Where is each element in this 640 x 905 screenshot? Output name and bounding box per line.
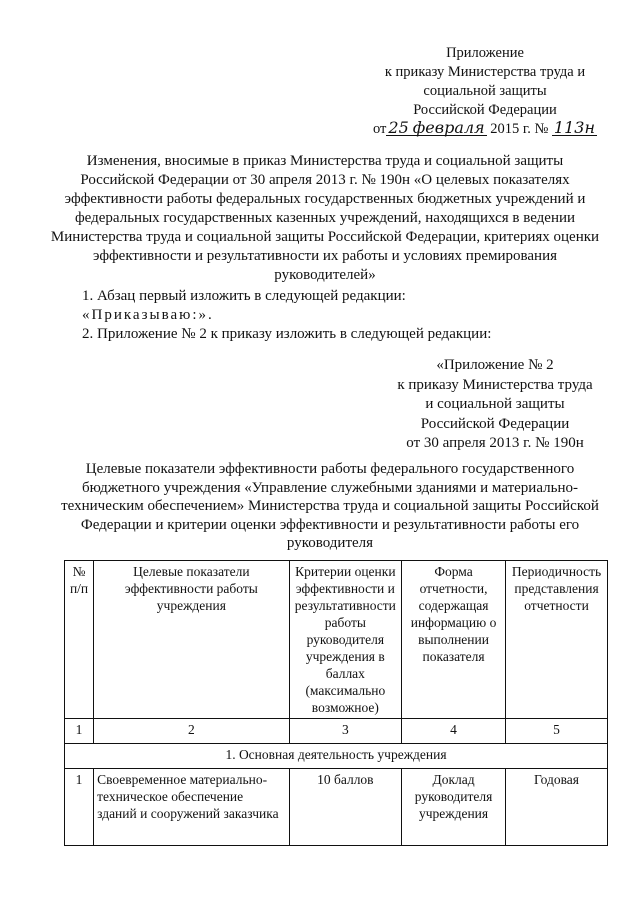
row-criteria: 10 баллов [289, 769, 401, 846]
row-number: 1 [65, 769, 94, 846]
row-report-form: Доклад руководителя учреждения [402, 769, 506, 846]
appendix-2-line2: к приказу Министерства труда [397, 376, 593, 393]
item-1: 1. Абзац первый изложить в следующей редакции: [82, 288, 406, 304]
row-indicator: Своевременное материально-техническое обеспечение зданий и сооружений заказчика [94, 769, 290, 846]
column-number: 3 [289, 719, 401, 744]
header-indicators: Целевые показатели эффективности работы учреждения [94, 561, 290, 719]
column-number-row [65, 719, 608, 744]
handwritten-order-number: 113н [553, 118, 595, 137]
handwritten-day: 25 [388, 118, 409, 137]
appendix-2-line1: «Приложение № 2 [436, 357, 554, 373]
row-periodicity: Годовая [506, 769, 608, 846]
order-date-line [340, 120, 630, 139]
appendix-header-line1: Приложение [446, 45, 524, 61]
header-report-form: Форма отчетности, содержащая информацию о выполнении показателя [402, 561, 506, 719]
section-row [65, 744, 608, 769]
appendix-header-line3: социальной защиты [423, 83, 547, 99]
table-row [65, 769, 608, 846]
change-items [82, 287, 602, 344]
appendix-2-line3: и социальной защиты [425, 396, 565, 412]
header-criteria: Критерии оценки эффективности и результативности работы руководителя учреждения в баллах (максимально возможное) [289, 561, 401, 719]
item-2: 2. Приложение № 2 к приказу изложить в следующей редакции: [82, 326, 492, 342]
goals-title: Целевые показатели эффективности работы федерального государственного бюджетного учреждения «Управление служебными зданиями и материально-техническим обеспечением» Министерства труда и социальной защиты Российской Федерации и критерии оценки эффективности и результативности работы его руководителя [61, 461, 599, 551]
header-number: № п/п [65, 561, 94, 719]
date-prefix: от [373, 121, 387, 137]
handwritten-month: февраля [412, 118, 485, 137]
appendix-2-header [375, 356, 615, 454]
appendix-2-line5: от 30 апреля 2013 г. № 190н [406, 435, 584, 451]
criteria-table [64, 560, 608, 846]
column-number: 2 [94, 719, 290, 744]
section-title: 1. Основная деятельность учреждения [65, 744, 608, 769]
column-number: 5 [506, 719, 608, 744]
appendix-header-line2: к приказу Министерства труда и [384, 64, 586, 80]
appendix-2-line4: Российской Федерации [420, 415, 570, 432]
column-number: 1 [65, 719, 94, 744]
item-1-text: «Приказываю:». [82, 307, 214, 323]
appendix-header-line4: Российской Федерации [413, 102, 557, 118]
column-number: 4 [402, 719, 506, 744]
header-periodicity: Периодичность представления отчетности [506, 561, 608, 719]
date-year: 2015 г. № [490, 121, 549, 137]
table-header-row [65, 561, 608, 719]
appendix-header [340, 44, 630, 139]
changes-title: Изменения, вносимые в приказ Министерства труда и социальной защиты Российской Федерации от 30 апреля 2013 г. № 190н «О целевых показателях эффективности работы федеральных государственных бюджетных учреждений и федеральных государственных казенных учреждений, находящихся в ведении Министерства труда и социальной защиты Российской Федерации, критериях оценки эффективности и результативности их работы и условиях премирования руководителей» [50, 153, 600, 283]
